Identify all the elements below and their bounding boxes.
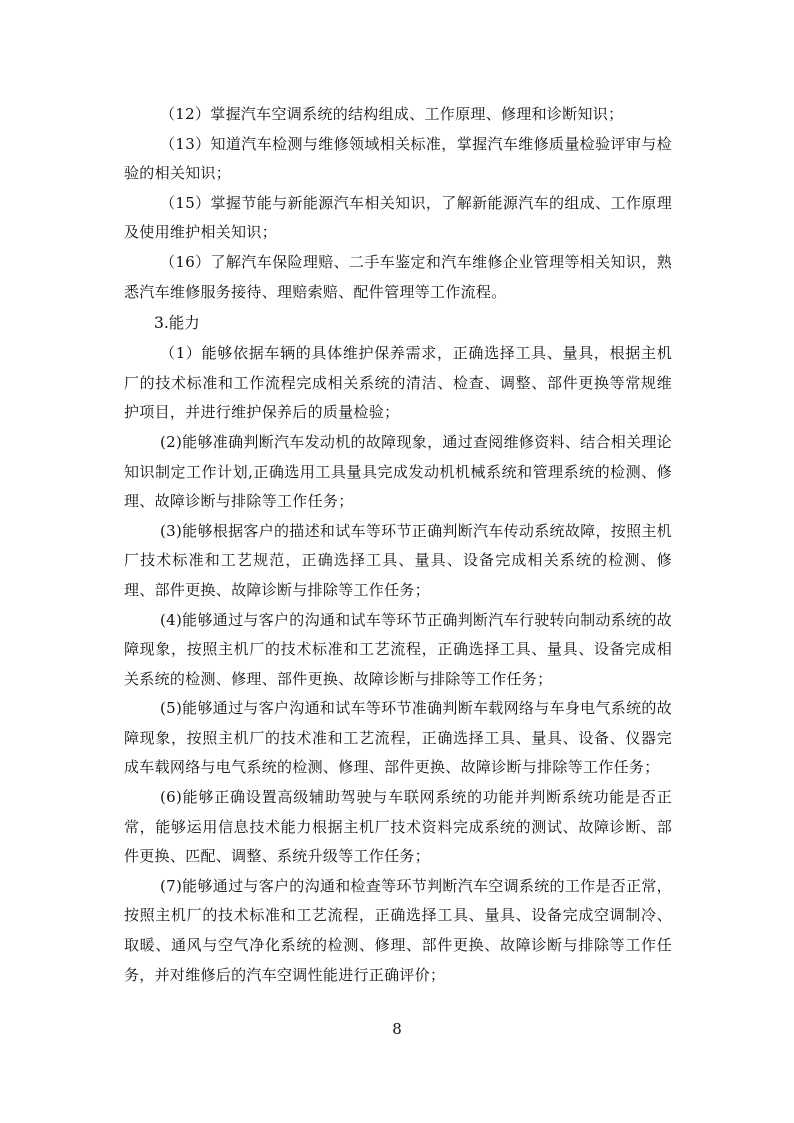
page-number: 8 bbox=[392, 1020, 402, 1038]
knowledge-item-16: （16）了解汽车保险理赔、二手车鉴定和汽车维修企业管理等相关知识，熟悉汽车维修服务接待、理赔索赔、配件管理等工作流程。 bbox=[124, 252, 672, 301]
ability-item-1: （1）能够依据车辆的具体维护保养需求，正确选择工具、量具，根据主机厂的技术标准和工作流程完成相关系统的清洁、检查、调整、部件更换等常规维护项目，并进行维护保养后的质量检验； bbox=[124, 344, 672, 422]
knowledge-item-12: （12）掌握汽车空调系统的结构组成、工作原理、修理和诊断知识； bbox=[160, 105, 624, 123]
section-heading-ability: 3.能力 bbox=[154, 314, 200, 333]
ability-item-4: (4)能够通过与客户的沟通和试车等环节正确判断汽车行驶转向制动系统的故障现象，按照主机厂的技术标准和工艺流程，正确选择工具、量具、设备完成相关系统的检测、修理、部件更换、故障诊断与排除等工作任务； bbox=[124, 610, 672, 688]
ability-item-7: (7)能够通过与客户的沟通和检查等环节判断汽车空调系统的工作是否正常，按照主机厂的技术标准和工艺流程，正确选择工具、量具、设备完成空调制冷、取暖、通风与空气净化系统的检测、修理、部件更换、故障诊断与排除等工作任务，并对维修后的汽车空调性能进行正确评价； bbox=[124, 876, 672, 984]
ability-item-3: (3)能够根据客户的描述和试车等环节正确判断汽车传动系统故障，按照主机厂技术标准和工艺规范，正确选择工具、量具、设备完成相关系统的检测、修理、部件更换、故障诊断与排除等工作任务； bbox=[124, 521, 672, 599]
ability-item-6: (6)能够正确设置高级辅助驾驶与车联网系统的功能并判断系统功能是否正常，能够运用信息技术能力根据主机厂技术资料完成系统的测试、故障诊断、部件更换、匹配、调整、系统升级等工作任务； bbox=[124, 788, 672, 866]
ability-item-5: (5)能够通过与客户沟通和试车等环节准确判断车载网络与车身电气系统的故障现象，按照主机厂的技术准和工艺流程，正确选择工具、量具、设备、仪器完成车载网络与电气系统的检测、修理、部件更换、故障诊断与排除等工作任务； bbox=[124, 699, 672, 777]
page-content bbox=[124, 100, 672, 990]
knowledge-item-15: （15）掌握节能与新能源汽车相关知识，了解新能源汽车的组成、工作原理及使用维护相关知识； bbox=[124, 193, 672, 242]
ability-item-2: (2)能够准确判断汽车发动机的故障现象，通过查阅维修资料、结合相关理论知识制定工作计划,正确选用工具量具完成发动机机械系统和管理系统的检测、修理、故障诊断与排除等工作任务； bbox=[124, 432, 672, 511]
knowledge-item-13: （13）知道汽车检测与维修领域相关标准，掌握汽车维修质量检验评审与检验的相关知识； bbox=[124, 134, 672, 183]
